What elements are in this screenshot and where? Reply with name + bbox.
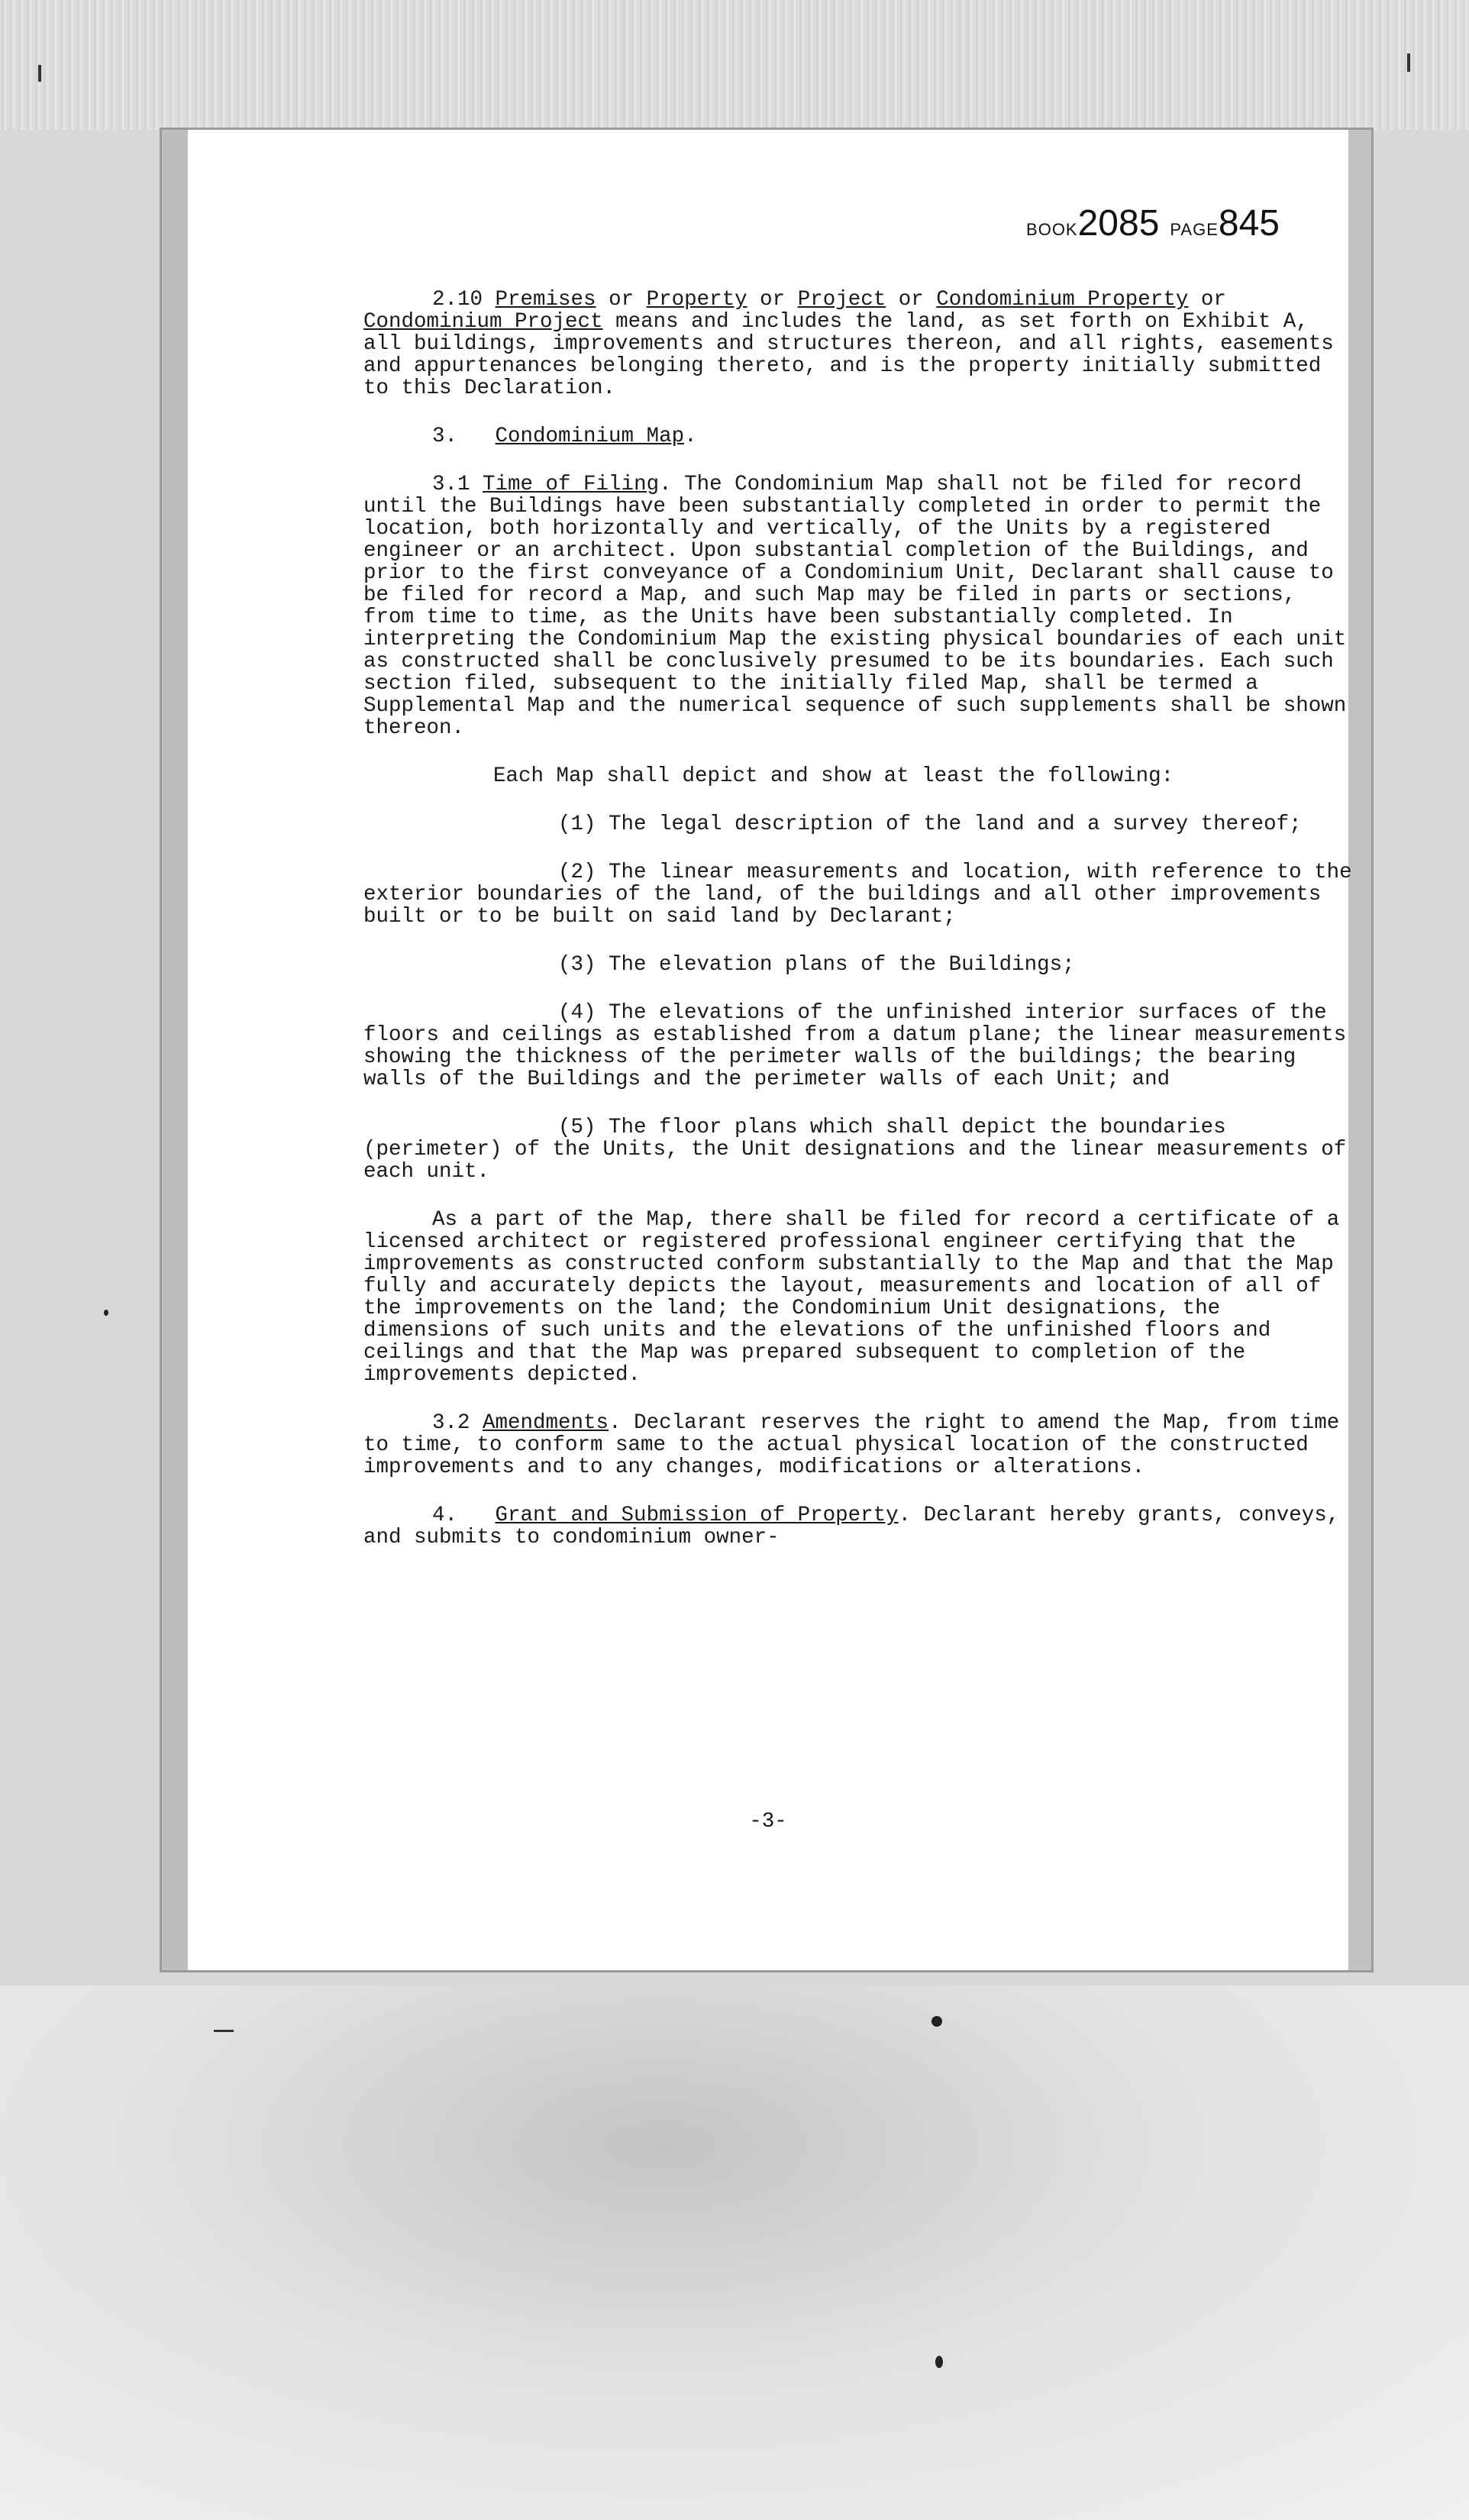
book-number: 2085 — [1077, 203, 1160, 244]
book-label: BOOK — [1026, 220, 1078, 239]
list-item: (3) The elevation plans of the Buildings; — [558, 953, 1075, 977]
page-label: PAGE — [1170, 220, 1219, 239]
list-item: (4) The elevations of the unfinished interior surfaces of the floors and ceilings as established from a datum plane; the linear measurements showing the thickness of the perimeter walls of the buildings; the bearing walls of the Buildings and the perimeter walls of each Unit; and — [363, 1001, 1347, 1091]
list-item: (1) The legal description of the land and a survey thereof; — [558, 813, 1302, 836]
defined-term: Condominium Property — [936, 288, 1189, 312]
section-title: Condominium Map — [495, 425, 685, 448]
scan-mark — [214, 2030, 234, 2032]
paragraph-text: . Declarant reserves the right to amend the Map, from time to time, to conform same to the actual physical location of the constructed improvements and to any changes, modifications or alterations. — [363, 1411, 1340, 1479]
section-number: 4. — [432, 1504, 458, 1527]
defined-term: Project — [797, 288, 886, 312]
document-page — [162, 130, 1371, 1970]
document-body — [363, 289, 1356, 1549]
scan-noise-top — [0, 0, 1469, 130]
list-item: (5) The floor plans which shall depict the boundaries (perimeter) of the Units, the Unit designations and the linear measurements of each unit. — [363, 1116, 1347, 1184]
paragraph-3-1 — [363, 473, 1356, 739]
section-number: 2.10 — [432, 288, 483, 312]
scan-speck — [931, 2016, 942, 2027]
conjunction: or — [898, 288, 924, 312]
scan-noise-bottom — [0, 1985, 1469, 2520]
paragraph-2-10 — [363, 289, 1356, 399]
section-3-heading: 3. Condominium Map. — [432, 425, 697, 448]
conjunction: or — [1200, 288, 1226, 312]
section-title: Time of Filing — [483, 473, 660, 496]
defined-term: Property — [646, 288, 747, 312]
paragraph-text: . The Condominium Map shall not be filed for record until the Buildings have been substantially completed in order to permit the location, both horizontally and vertically, of the Units by a registered engineer or an architect. Upon substantial completion of the Buildings, and prior to the first conveyance of a Condominium Unit, Declarant shall cause to be filed for record a Map, and such Map may be filed in parts or sections, from time to time, as the Units have been substantially completed. In interpreting the Condominium Map the existing physical boundaries of each unit as constructed shall be conclusively presumed to be its boundaries. Each such section filed, subsequent to the initially filed Map, shall be termed a Supplemental Map and the numerical sequence of such supplements shall be shown thereon. — [363, 473, 1347, 740]
conjunction: or — [760, 288, 786, 312]
book-page-stamp — [1026, 202, 1280, 244]
scan-speck — [104, 1310, 108, 1316]
section-number: 3.2 — [432, 1411, 470, 1435]
scan-speck — [935, 2356, 943, 2368]
paragraph-4 — [363, 1504, 1356, 1549]
conjunction: or — [609, 288, 634, 312]
page-footer-number: -3- — [749, 1810, 787, 1833]
paragraph-3-2 — [363, 1412, 1356, 1478]
paragraph-text: means and includes the land, as set forth on Exhibit A, all buildings, improvements and structures thereon, and all rights, easements and appurtenances belonging thereto, and is the property initially submitted to this Declaration. — [363, 310, 1334, 400]
section-number: 3.1 — [432, 473, 470, 496]
section-number: 3. — [432, 425, 458, 448]
section-title: Amendments — [483, 1411, 609, 1435]
defined-term: Premises — [495, 288, 596, 312]
list-item: (2) The linear measurements and location, with reference to the exterior boundaries of the land, of the buildings and all other improvements built or to be built on said land by Declarant; — [363, 861, 1352, 929]
scan-mark — [1407, 53, 1410, 72]
paragraph-text: . Declarant hereby grants, conveys, and submits to condominium owner- — [363, 1504, 1340, 1549]
paragraph-each-map: Each Map shall depict and show at least the following: — [493, 764, 1174, 788]
section-title: Grant and Submission of Property — [495, 1504, 899, 1527]
defined-term: Condominium Project — [363, 310, 603, 334]
page-number-stamp: 845 — [1218, 203, 1280, 244]
paragraph-certificate: As a part of the Map, there shall be filed for record a certificate of a licensed architect or registered professional engineer certifying that the improvements as constructed conform substantially to the Map and that the Map fully and accurately depicts the layout, measurements and location of all of the improvements on the land; the Condominium Unit designations, the dimensions of such units and the elevations of the unfinished floors and ceilings and that the Map was prepared subsequent to completion of the improvements depicted. — [363, 1208, 1340, 1387]
scan-mark — [38, 65, 41, 82]
